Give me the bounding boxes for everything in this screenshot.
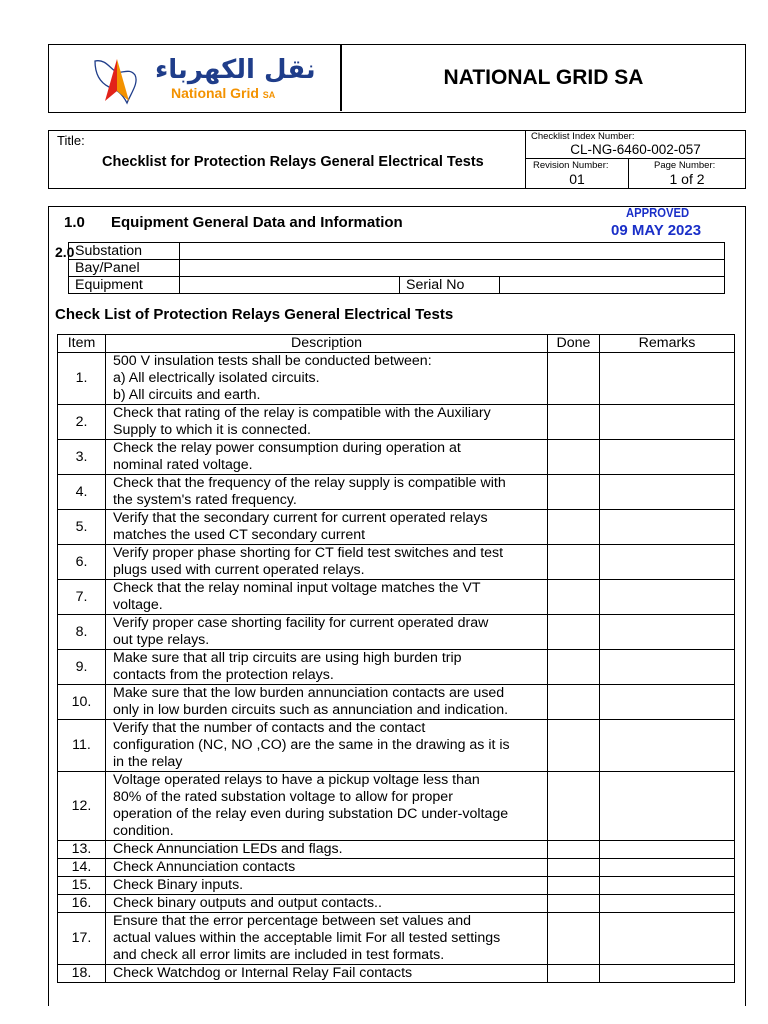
- remarks-cell[interactable]: [600, 615, 735, 650]
- item-description: [106, 720, 548, 772]
- description-line: Verify that the secondary current for current operated relays: [113, 510, 488, 526]
- table-row: [58, 353, 735, 405]
- item-number: 15.: [58, 877, 106, 895]
- substation-row: [69, 243, 725, 260]
- bay-panel-row: [69, 260, 725, 277]
- table-row: [58, 965, 735, 983]
- description-column-header: Description: [106, 335, 548, 353]
- table-row: [58, 859, 735, 877]
- description-line: contacts from the protection relays.: [113, 667, 334, 683]
- page-value: 1 of 2: [669, 171, 705, 187]
- equipment-label: Equipment: [69, 277, 180, 294]
- remarks-column-header: Remarks: [600, 335, 735, 353]
- page-label: Page Number:: [654, 160, 716, 171]
- item-description: [106, 841, 548, 859]
- remarks-cell[interactable]: [600, 353, 735, 405]
- description-line: actual values within the acceptable limit For all tested settings: [113, 930, 501, 946]
- description-line: a) All electrically isolated circuits.: [113, 370, 320, 386]
- equipment-table: [68, 242, 725, 294]
- checklist-table: [57, 334, 735, 983]
- item-description: [106, 440, 548, 475]
- header-box: [48, 44, 746, 113]
- remarks-cell[interactable]: [600, 877, 735, 895]
- description-line: 500 V insulation tests shall be conducted between:: [113, 353, 432, 369]
- description-line: Check that the frequency of the relay supply is compatible with: [113, 475, 506, 491]
- remarks-cell[interactable]: [600, 405, 735, 440]
- index-value: CL-NG-6460-002-057: [570, 142, 701, 157]
- table-row: [58, 440, 735, 475]
- table-row: [58, 475, 735, 510]
- item-number: 4.: [58, 475, 106, 510]
- document-title: Checklist for Protection Relays General Electrical Tests: [102, 154, 484, 170]
- title-label: Title:: [57, 133, 85, 148]
- description-line: voltage.: [113, 597, 163, 613]
- description-line: Check Binary inputs.: [113, 877, 244, 893]
- description-line: Check Watchdog or Internal Relay Fail contacts: [113, 965, 413, 981]
- done-cell[interactable]: [548, 353, 600, 405]
- done-cell[interactable]: [548, 913, 600, 965]
- description-line: Check that the relay nominal input voltage matches the VT: [113, 580, 481, 596]
- description-line: Make sure that all trip circuits are using high burden trip: [113, 650, 462, 666]
- remarks-cell[interactable]: [600, 685, 735, 720]
- description-line: Make sure that the low burden annunciation contacts are used: [113, 685, 505, 701]
- item-number: 14.: [58, 859, 106, 877]
- description-line: and check all error limits are included in test formats.: [113, 947, 445, 963]
- equipment-field[interactable]: [180, 277, 400, 294]
- description-line: condition.: [113, 823, 174, 839]
- remarks-cell[interactable]: [600, 650, 735, 685]
- description-line: Verify proper case shorting facility for current operated draw: [113, 615, 489, 631]
- item-number: 7.: [58, 580, 106, 615]
- remarks-cell[interactable]: [600, 772, 735, 841]
- table-row: [58, 720, 735, 772]
- item-number: 16.: [58, 895, 106, 913]
- done-cell[interactable]: [548, 685, 600, 720]
- table-row: [58, 405, 735, 440]
- item-number: 17.: [58, 913, 106, 965]
- item-description: [106, 475, 548, 510]
- done-cell[interactable]: [548, 475, 600, 510]
- description-line: Check Annunciation contacts: [113, 859, 296, 875]
- item-description: [106, 772, 548, 841]
- item-number: 2.: [58, 405, 106, 440]
- description-line: Verify proper phase shorting for CT field test switches and test: [113, 545, 504, 561]
- done-cell[interactable]: [548, 510, 600, 545]
- logo-english-name: National Grid: [171, 85, 259, 101]
- title-block: [48, 130, 746, 189]
- description-line: Check that rating of the relay is compatible with the Auxiliary: [113, 405, 491, 421]
- item-description: [106, 913, 548, 965]
- description-line: Ensure that the error percentage between set values and: [113, 913, 472, 929]
- item-description: [106, 965, 548, 983]
- description-line: only in low burden circuits such as annunciation and indication.: [113, 702, 509, 718]
- remarks-cell[interactable]: [600, 895, 735, 913]
- revision-label: Revision Number:: [533, 160, 609, 171]
- done-cell[interactable]: [548, 859, 600, 877]
- description-line: configuration (NC, NO ,CO) are the same in the drawing as it is: [113, 737, 510, 753]
- description-line: nominal rated voltage.: [113, 457, 253, 473]
- checklist-heading: Check List of Protection Relays General Electrical Tests: [55, 306, 454, 323]
- item-description: [106, 510, 548, 545]
- done-cell[interactable]: [548, 440, 600, 475]
- item-description: [106, 877, 548, 895]
- description-line: out type relays.: [113, 632, 210, 648]
- item-number: 18.: [58, 965, 106, 983]
- done-column-header: Done: [548, 335, 600, 353]
- item-description: [106, 650, 548, 685]
- description-line: Check binary outputs and output contacts..: [113, 895, 382, 911]
- done-cell[interactable]: [548, 545, 600, 580]
- table-row: [58, 685, 735, 720]
- item-description: [106, 895, 548, 913]
- revision-value: 01: [569, 171, 585, 187]
- bay-panel-field[interactable]: [180, 260, 725, 277]
- item-number: 11.: [58, 720, 106, 772]
- serial-no-field[interactable]: [500, 277, 725, 294]
- remarks-cell[interactable]: [600, 510, 735, 545]
- table-row: [58, 650, 735, 685]
- approval-date: 09 MAY 2023: [611, 222, 702, 239]
- item-description: [106, 685, 548, 720]
- done-cell[interactable]: [548, 895, 600, 913]
- description-line: Check the relay power consumption during operation at: [113, 440, 461, 456]
- remarks-cell[interactable]: [600, 859, 735, 877]
- description-line: the system's rated frequency.: [113, 492, 297, 508]
- table-row: [58, 877, 735, 895]
- description-line: Supply to which it is connected.: [113, 422, 311, 438]
- remarks-cell[interactable]: [600, 440, 735, 475]
- item-number: 1.: [58, 353, 106, 405]
- item-number: 13.: [58, 841, 106, 859]
- table-row: [58, 772, 735, 841]
- item-description: [106, 580, 548, 615]
- section-1-number: 1.0: [64, 214, 85, 231]
- item-number: 8.: [58, 615, 106, 650]
- remarks-cell[interactable]: [600, 580, 735, 615]
- substation-field[interactable]: [180, 243, 725, 260]
- table-row: [58, 895, 735, 913]
- description-line: 80% of the rated substation voltage to allow for proper: [113, 789, 453, 805]
- table-row: [58, 510, 735, 545]
- table-row: [58, 615, 735, 650]
- item-description: [106, 859, 548, 877]
- done-cell[interactable]: [548, 580, 600, 615]
- logo-english-text: [171, 85, 275, 103]
- remarks-cell[interactable]: [600, 475, 735, 510]
- description-line: Verify that the number of contacts and the contact: [113, 720, 426, 736]
- section-2-number: 2.0: [55, 244, 75, 260]
- logo-arabic-text: نقل الكهرباء: [155, 55, 316, 85]
- checklist-header-row: [58, 335, 735, 353]
- description-line: operation of the relay even during substation DC under-voltage: [113, 806, 509, 822]
- logo-suffix: SA: [262, 90, 276, 100]
- table-row: [58, 913, 735, 965]
- company-name: NATIONAL GRID SA: [443, 66, 644, 89]
- done-cell[interactable]: [548, 965, 600, 983]
- done-cell[interactable]: [548, 720, 600, 772]
- done-cell[interactable]: [548, 772, 600, 841]
- item-number: 5.: [58, 510, 106, 545]
- description-line: plugs used with current operated relays.: [113, 562, 365, 578]
- description-line: Voltage operated relays to have a pickup voltage less than: [113, 772, 480, 788]
- item-number: 9.: [58, 650, 106, 685]
- approved-stamp: APPROVED: [626, 206, 690, 220]
- substation-label: Substation: [69, 243, 180, 260]
- revision-row-divider: [525, 158, 745, 159]
- remarks-cell[interactable]: [600, 965, 735, 983]
- item-description: [106, 545, 548, 580]
- bay-panel-label: Bay/Panel: [69, 260, 180, 277]
- done-cell[interactable]: [548, 405, 600, 440]
- remarks-cell[interactable]: [600, 841, 735, 859]
- done-cell[interactable]: [548, 841, 600, 859]
- done-cell[interactable]: [548, 877, 600, 895]
- table-row: [58, 545, 735, 580]
- table-row: [58, 841, 735, 859]
- company-logo: [87, 53, 317, 107]
- remarks-cell[interactable]: [600, 720, 735, 772]
- description-line: Check Annunciation LEDs and flags.: [113, 841, 343, 857]
- done-cell[interactable]: [548, 650, 600, 685]
- equipment-row: [69, 277, 725, 294]
- done-cell[interactable]: [548, 615, 600, 650]
- serial-no-label: Serial No: [400, 277, 500, 294]
- item-description: [106, 615, 548, 650]
- description-line: in the relay: [113, 754, 183, 770]
- item-number: 3.: [58, 440, 106, 475]
- description-line: b) All circuits and earth.: [113, 387, 261, 403]
- section-1-title: Equipment General Data and Information: [111, 214, 403, 231]
- remarks-cell[interactable]: [600, 913, 735, 965]
- description-line: matches the used CT secondary current: [113, 527, 366, 543]
- item-number: 12.: [58, 772, 106, 841]
- item-number: 10.: [58, 685, 106, 720]
- item-number: 6.: [58, 545, 106, 580]
- item-description: [106, 405, 548, 440]
- table-row: [58, 580, 735, 615]
- logo-mark-icon: [87, 53, 147, 107]
- item-column-header: Item: [58, 335, 106, 353]
- remarks-cell[interactable]: [600, 545, 735, 580]
- item-description: [106, 353, 548, 405]
- index-label: Checklist Index Number:: [531, 131, 635, 142]
